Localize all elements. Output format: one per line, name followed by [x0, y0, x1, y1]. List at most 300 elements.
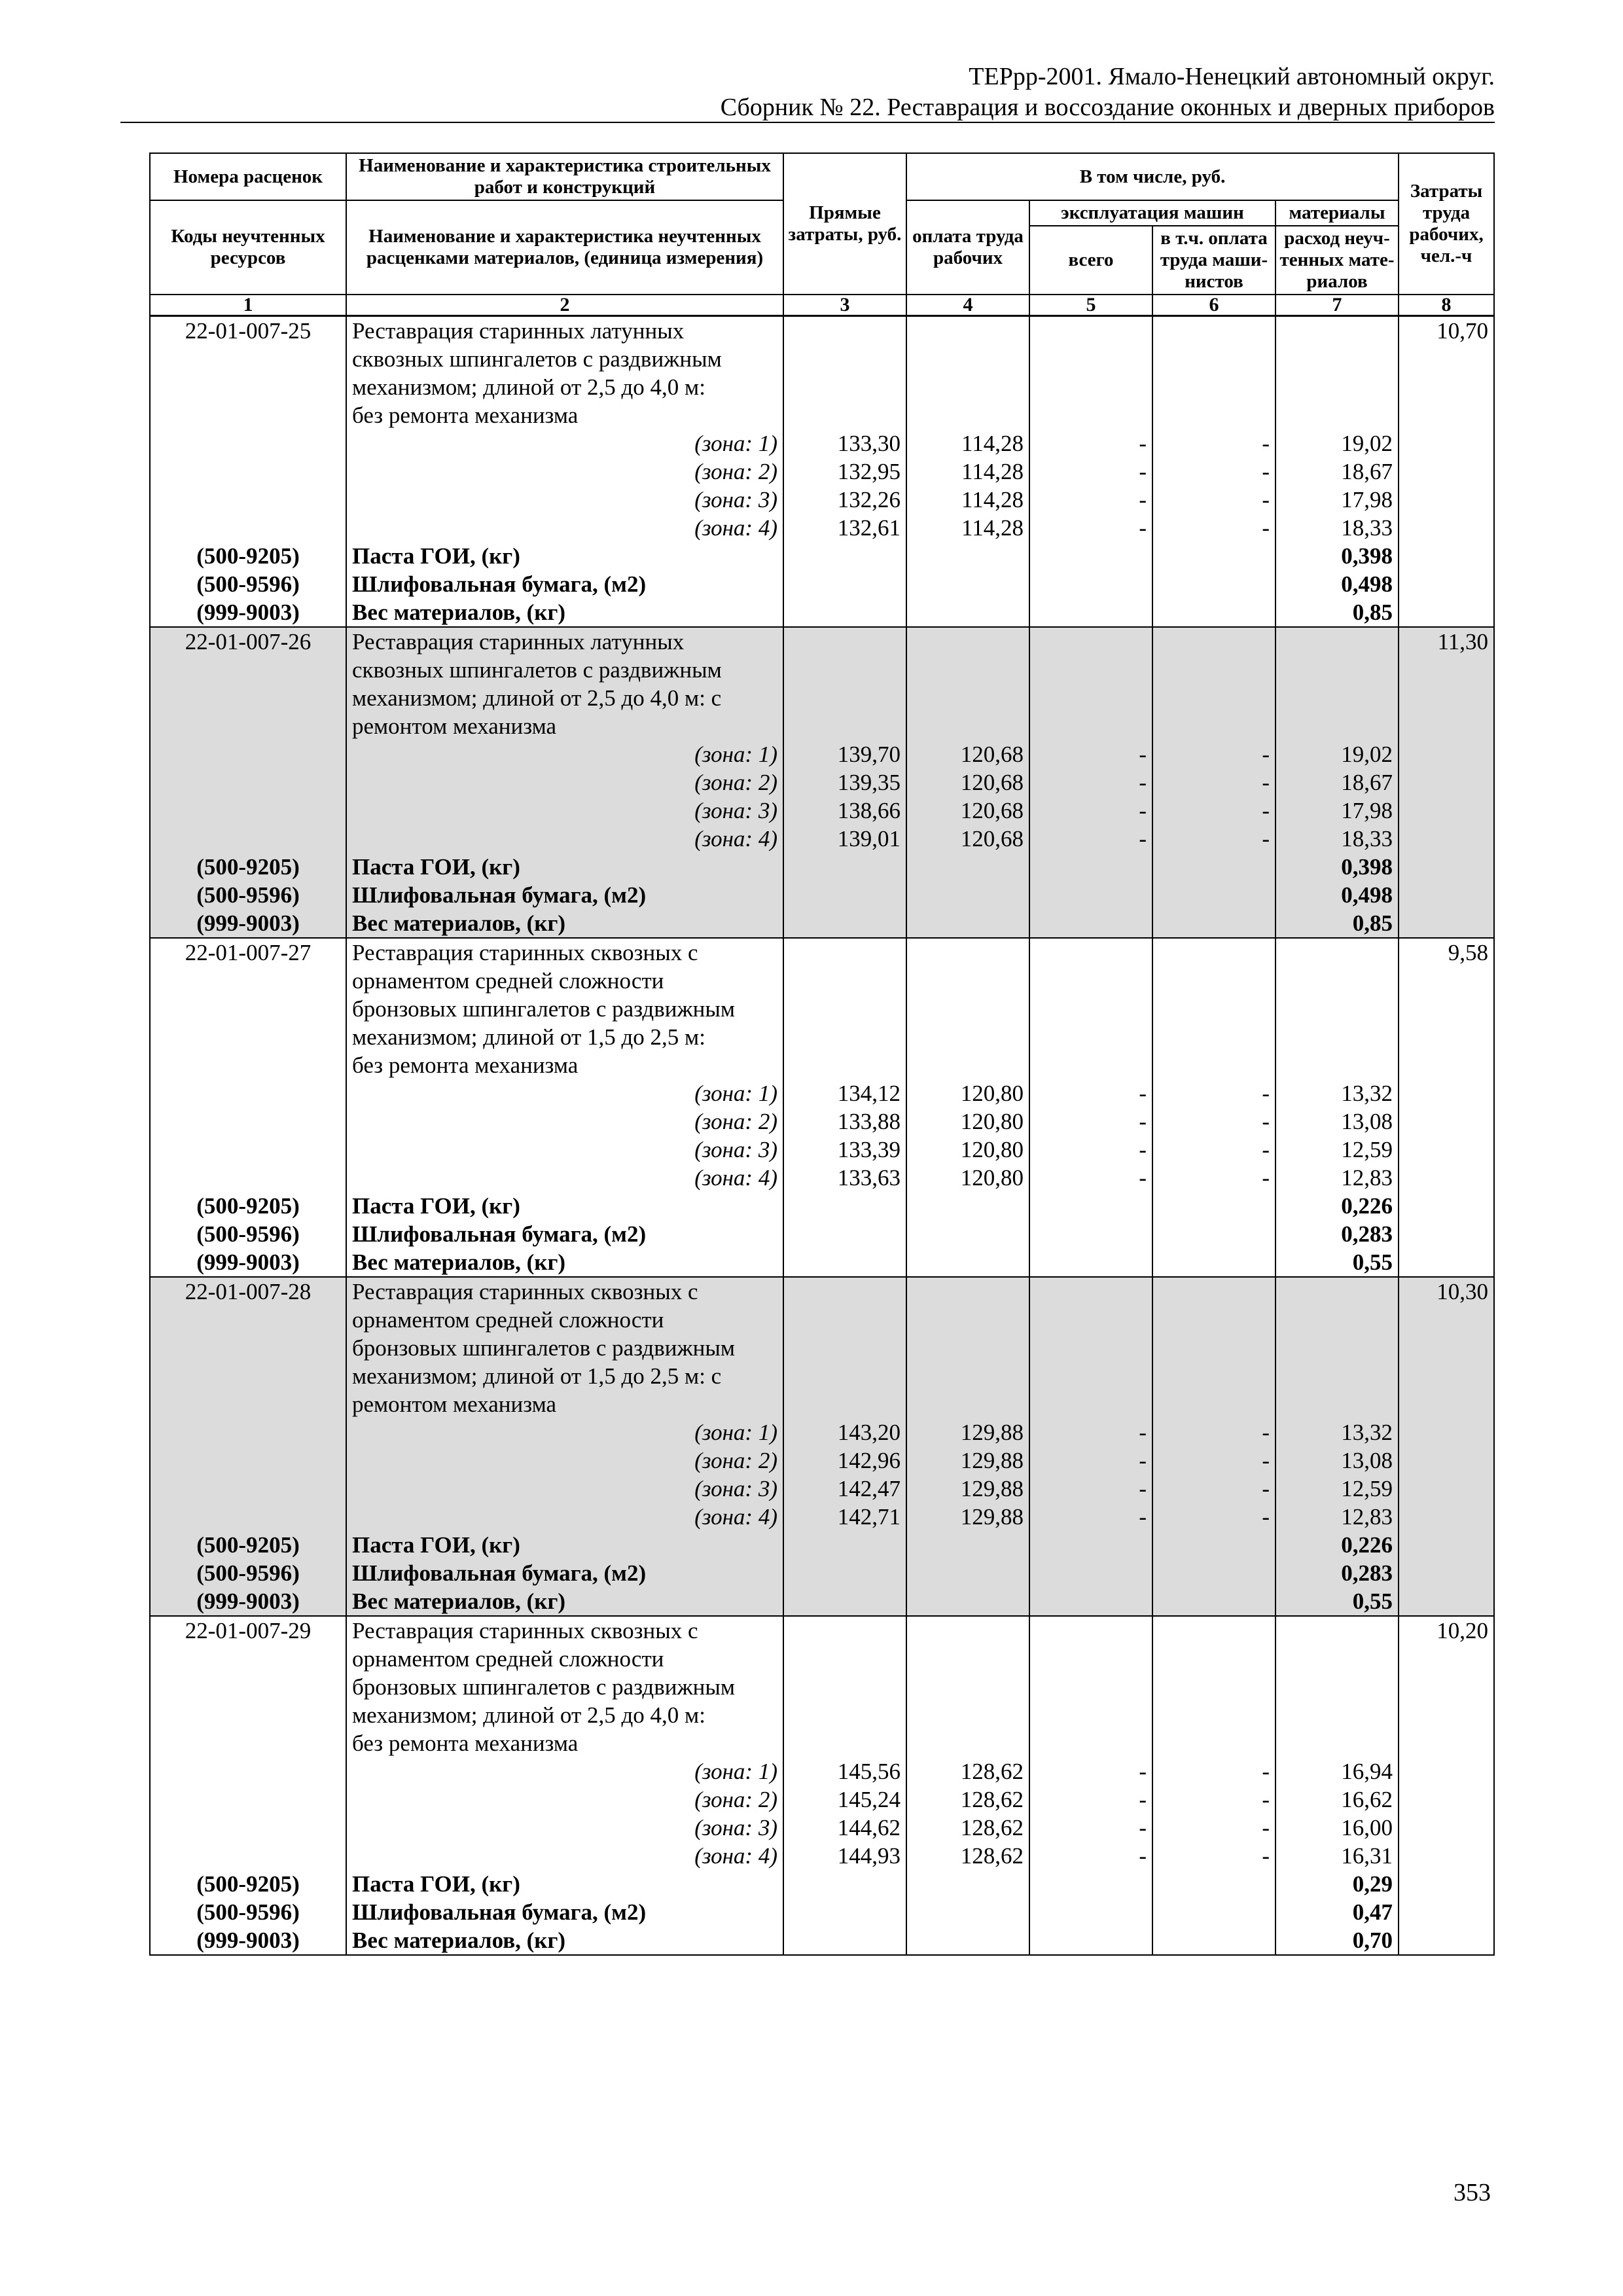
- materials-cost: 16,00: [1275, 1814, 1399, 1842]
- empty-cell: [783, 1248, 906, 1277]
- description-row: [150, 1645, 1494, 1673]
- empty-cell: [1275, 995, 1399, 1023]
- empty-cell: [1399, 684, 1494, 712]
- empty-cell: [1029, 1673, 1152, 1701]
- zone-row: [150, 825, 1494, 853]
- worker-wages: 120,80: [906, 1107, 1029, 1136]
- description-row: [150, 1701, 1494, 1729]
- header-unaccounted-materials: расход неуч-тенных мате-риалов: [1275, 226, 1399, 295]
- empty-cell: [150, 1023, 346, 1051]
- machines-total: -: [1029, 1107, 1152, 1136]
- worker-wages: 120,80: [906, 1136, 1029, 1164]
- empty-cell: [1029, 1248, 1152, 1277]
- empty-cell: [1399, 1729, 1494, 1757]
- description-row: [150, 684, 1494, 712]
- empty-cell: [906, 1023, 1029, 1051]
- worker-wages: 129,88: [906, 1475, 1029, 1503]
- resource-code: (500-9205): [150, 1531, 346, 1559]
- worker-wages: 120,68: [906, 768, 1029, 797]
- description-row: [150, 1051, 1494, 1079]
- work-description-line: ремонтом механизма: [346, 712, 783, 740]
- empty-cell: [150, 401, 346, 429]
- empty-cell: [1152, 1192, 1275, 1220]
- empty-cell: [1275, 684, 1399, 712]
- material-consumption: 0,283: [1275, 1559, 1399, 1587]
- rate-entry: [150, 316, 1494, 628]
- empty-cell: [1275, 627, 1399, 656]
- operator-wages: -: [1152, 1136, 1275, 1164]
- empty-cell: [906, 712, 1029, 740]
- materials-cost: 13,32: [1275, 1418, 1399, 1446]
- empty-cell: [150, 768, 346, 797]
- empty-cell: [783, 598, 906, 627]
- empty-cell: [1399, 570, 1494, 598]
- empty-cell: [150, 373, 346, 401]
- header-resource-codes: Коды неучтенных ресурсов: [150, 200, 346, 295]
- direct-costs: 143,20: [783, 1418, 906, 1446]
- material-consumption: 0,226: [1275, 1192, 1399, 1220]
- machines-total: -: [1029, 768, 1152, 797]
- empty-cell: [1399, 1390, 1494, 1418]
- empty-cell: [1029, 542, 1152, 570]
- material-row: [150, 1559, 1494, 1587]
- zone-row: [150, 740, 1494, 768]
- operator-wages: -: [1152, 514, 1275, 542]
- direct-costs: 144,93: [783, 1842, 906, 1870]
- material-consumption: 0,47: [1275, 1898, 1399, 1926]
- material-row: [150, 1220, 1494, 1248]
- empty-cell: [1029, 1645, 1152, 1673]
- material-row: [150, 542, 1494, 570]
- empty-cell: [783, 1023, 906, 1051]
- empty-cell: [906, 1531, 1029, 1559]
- worker-wages: 114,28: [906, 457, 1029, 486]
- description-row: [150, 1277, 1494, 1306]
- zone-row: [150, 1503, 1494, 1531]
- zone-row: [150, 768, 1494, 797]
- empty-cell: [1152, 656, 1275, 684]
- empty-cell: [1152, 1531, 1275, 1559]
- empty-cell: [1399, 1870, 1494, 1898]
- material-consumption: 0,498: [1275, 570, 1399, 598]
- empty-cell: [783, 570, 906, 598]
- material-row: [150, 1531, 1494, 1559]
- header-machine-operation: эксплуатация машин: [1029, 200, 1275, 226]
- work-description-line: Реставрация старинных сквозных с: [346, 938, 783, 967]
- empty-cell: [1029, 1334, 1152, 1362]
- resource-code: (999-9003): [150, 909, 346, 938]
- resource-code: (500-9596): [150, 1898, 346, 1926]
- empty-cell: [1152, 1306, 1275, 1334]
- empty-cell: [1275, 656, 1399, 684]
- operator-wages: -: [1152, 429, 1275, 457]
- empty-cell: [1029, 345, 1152, 373]
- rate-code: 22-01-007-25: [150, 316, 346, 346]
- empty-cell: [1399, 1446, 1494, 1475]
- empty-cell: [1029, 684, 1152, 712]
- labor-costs: 10,70: [1399, 316, 1494, 346]
- empty-cell: [150, 429, 346, 457]
- empty-cell: [1399, 1673, 1494, 1701]
- material-consumption: 0,85: [1275, 598, 1399, 627]
- material-consumption: 0,70: [1275, 1926, 1399, 1955]
- work-description-line: механизмом; длиной от 2,5 до 4,0 м:: [346, 373, 783, 401]
- empty-cell: [1152, 1870, 1275, 1898]
- empty-cell: [906, 995, 1029, 1023]
- machines-total: -: [1029, 1475, 1152, 1503]
- empty-cell: [1275, 345, 1399, 373]
- direct-costs: 139,01: [783, 825, 906, 853]
- header-worker-wages: оплата труда рабочих: [906, 200, 1029, 295]
- empty-cell: [1029, 373, 1152, 401]
- work-description-line: механизмом; длиной от 2,5 до 4,0 м: с: [346, 684, 783, 712]
- empty-cell: [783, 1616, 906, 1645]
- empty-cell: [1275, 1277, 1399, 1306]
- operator-wages: -: [1152, 486, 1275, 514]
- work-description-line: сквозных шпингалетов с раздвижным: [346, 345, 783, 373]
- empty-cell: [150, 486, 346, 514]
- zone-label: (зона: 3): [346, 486, 783, 514]
- empty-cell: [906, 570, 1029, 598]
- empty-cell: [1399, 1051, 1494, 1079]
- resource-code: (500-9596): [150, 1220, 346, 1248]
- work-description-line: Реставрация старинных латунных: [346, 627, 783, 656]
- empty-cell: [1029, 938, 1152, 967]
- empty-cell: [783, 656, 906, 684]
- operator-wages: -: [1152, 797, 1275, 825]
- header-rule: [120, 122, 1495, 123]
- material-consumption: 0,55: [1275, 1248, 1399, 1277]
- empty-cell: [1399, 401, 1494, 429]
- work-description-line: без ремонта механизма: [346, 1729, 783, 1757]
- material-consumption: 0,398: [1275, 542, 1399, 570]
- empty-cell: [1399, 909, 1494, 938]
- empty-cell: [783, 1277, 906, 1306]
- material-consumption: 0,498: [1275, 881, 1399, 909]
- empty-cell: [783, 1926, 906, 1955]
- zone-label: (зона: 3): [346, 1475, 783, 1503]
- empty-cell: [783, 712, 906, 740]
- material-row: [150, 570, 1494, 598]
- empty-cell: [906, 1220, 1029, 1248]
- material-name: Вес материалов, (кг): [346, 1587, 783, 1616]
- work-description-line: орнаментом средней сложности: [346, 1306, 783, 1334]
- empty-cell: [1399, 373, 1494, 401]
- empty-cell: [1029, 1729, 1152, 1757]
- empty-cell: [1152, 1362, 1275, 1390]
- material-consumption: 0,226: [1275, 1531, 1399, 1559]
- direct-costs: 133,88: [783, 1107, 906, 1136]
- empty-cell: [1152, 345, 1275, 373]
- description-row: [150, 967, 1494, 995]
- material-name: Шлифовальная бумага, (м2): [346, 1220, 783, 1248]
- empty-cell: [1029, 1531, 1152, 1559]
- materials-cost: 19,02: [1275, 740, 1399, 768]
- empty-cell: [1152, 1051, 1275, 1079]
- empty-cell: [783, 316, 906, 346]
- empty-cell: [783, 1587, 906, 1616]
- direct-costs: 139,70: [783, 740, 906, 768]
- zone-row: [150, 797, 1494, 825]
- machines-total: -: [1029, 1842, 1152, 1870]
- empty-cell: [150, 1446, 346, 1475]
- direct-costs: 142,47: [783, 1475, 906, 1503]
- material-name: Паста ГОИ, (кг): [346, 853, 783, 881]
- empty-cell: [1152, 373, 1275, 401]
- empty-cell: [906, 345, 1029, 373]
- material-consumption: 0,29: [1275, 1870, 1399, 1898]
- empty-cell: [906, 881, 1029, 909]
- zone-label: (зона: 1): [346, 740, 783, 768]
- operator-wages: -: [1152, 1418, 1275, 1446]
- direct-costs: 142,71: [783, 1503, 906, 1531]
- direct-costs: 132,95: [783, 457, 906, 486]
- empty-cell: [783, 938, 906, 967]
- empty-cell: [1399, 995, 1494, 1023]
- description-row: [150, 1673, 1494, 1701]
- column-number: 3: [783, 295, 906, 316]
- machines-total: -: [1029, 1785, 1152, 1814]
- zone-row: [150, 1785, 1494, 1814]
- empty-cell: [150, 1306, 346, 1334]
- zone-label: (зона: 2): [346, 1107, 783, 1136]
- empty-cell: [1152, 316, 1275, 346]
- empty-cell: [906, 373, 1029, 401]
- column-number: 6: [1152, 295, 1275, 316]
- empty-cell: [150, 1645, 346, 1673]
- work-description-line: орнаментом средней сложности: [346, 1645, 783, 1673]
- work-description-line: механизмом; длиной от 2,5 до 4,0 м:: [346, 1701, 783, 1729]
- machines-total: -: [1029, 740, 1152, 768]
- empty-cell: [1029, 1616, 1152, 1645]
- empty-cell: [1152, 542, 1275, 570]
- work-description-line: Реставрация старинных латунных: [346, 316, 783, 346]
- worker-wages: 129,88: [906, 1503, 1029, 1531]
- operator-wages: -: [1152, 1107, 1275, 1136]
- empty-cell: [1275, 1023, 1399, 1051]
- description-row: [150, 345, 1494, 373]
- empty-cell: [783, 1390, 906, 1418]
- empty-cell: [150, 1051, 346, 1079]
- empty-cell: [1399, 1334, 1494, 1362]
- zone-label: (зона: 3): [346, 1814, 783, 1842]
- materials-cost: 18,67: [1275, 457, 1399, 486]
- rate-entry: [150, 1277, 1494, 1616]
- empty-cell: [1029, 401, 1152, 429]
- empty-cell: [1152, 1616, 1275, 1645]
- empty-cell: [783, 967, 906, 995]
- empty-cell: [1275, 316, 1399, 346]
- material-name: Вес материалов, (кг): [346, 598, 783, 627]
- material-name: Шлифовальная бумага, (м2): [346, 570, 783, 598]
- worker-wages: 128,62: [906, 1785, 1029, 1814]
- empty-cell: [1399, 1757, 1494, 1785]
- empty-cell: [1152, 853, 1275, 881]
- material-name: Паста ГОИ, (кг): [346, 542, 783, 570]
- rate-entry: [150, 627, 1494, 938]
- empty-cell: [1275, 712, 1399, 740]
- empty-cell: [1152, 1729, 1275, 1757]
- operator-wages: -: [1152, 1842, 1275, 1870]
- empty-cell: [1275, 938, 1399, 967]
- empty-cell: [150, 656, 346, 684]
- zone-label: (зона: 2): [346, 1785, 783, 1814]
- empty-cell: [1399, 486, 1494, 514]
- zone-label: (зона: 1): [346, 1079, 783, 1107]
- zone-label: (зона: 4): [346, 1503, 783, 1531]
- zone-row: [150, 514, 1494, 542]
- empty-cell: [150, 1107, 346, 1136]
- rate-code: 22-01-007-29: [150, 1616, 346, 1645]
- material-row: [150, 598, 1494, 627]
- material-row: [150, 1898, 1494, 1926]
- material-row: [150, 881, 1494, 909]
- empty-cell: [150, 1475, 346, 1503]
- empty-cell: [783, 853, 906, 881]
- empty-cell: [783, 1898, 906, 1926]
- materials-cost: 12,59: [1275, 1136, 1399, 1164]
- work-description-line: Реставрация старинных сквозных с: [346, 1616, 783, 1645]
- empty-cell: [783, 1729, 906, 1757]
- resource-code: (500-9205): [150, 1192, 346, 1220]
- machines-total: -: [1029, 797, 1152, 825]
- labor-costs: 10,20: [1399, 1616, 1494, 1645]
- operator-wages: -: [1152, 768, 1275, 797]
- empty-cell: [150, 967, 346, 995]
- empty-cell: [1152, 1898, 1275, 1926]
- empty-cell: [783, 1051, 906, 1079]
- empty-cell: [1399, 740, 1494, 768]
- empty-cell: [906, 1926, 1029, 1955]
- empty-cell: [783, 401, 906, 429]
- machines-total: -: [1029, 429, 1152, 457]
- worker-wages: 114,28: [906, 429, 1029, 457]
- empty-cell: [783, 1220, 906, 1248]
- empty-cell: [1399, 1645, 1494, 1673]
- empty-cell: [1152, 1701, 1275, 1729]
- zone-label: (зона: 4): [346, 1842, 783, 1870]
- description-row: [150, 1616, 1494, 1645]
- material-name: Вес материалов, (кг): [346, 1248, 783, 1277]
- empty-cell: [150, 514, 346, 542]
- description-row: [150, 627, 1494, 656]
- labor-costs: 10,30: [1399, 1277, 1494, 1306]
- labor-costs: 11,30: [1399, 627, 1494, 656]
- empty-cell: [1399, 1248, 1494, 1277]
- zone-label: (зона: 1): [346, 1418, 783, 1446]
- empty-cell: [906, 1051, 1029, 1079]
- materials-cost: 12,83: [1275, 1503, 1399, 1531]
- empty-cell: [1152, 684, 1275, 712]
- header-materials: материалы: [1275, 200, 1399, 226]
- empty-cell: [1275, 967, 1399, 995]
- rates-table: [149, 152, 1495, 1956]
- empty-cell: [1152, 627, 1275, 656]
- empty-cell: [1399, 514, 1494, 542]
- empty-cell: [906, 627, 1029, 656]
- zone-label: (зона: 4): [346, 1164, 783, 1192]
- empty-cell: [1399, 1362, 1494, 1390]
- empty-cell: [1029, 995, 1152, 1023]
- header-labor-costs: Затраты труда рабочих, чел.-ч: [1399, 153, 1494, 295]
- rate-entry: [150, 938, 1494, 1277]
- header-direct-costs: Прямые затраты, руб.: [783, 153, 906, 295]
- worker-wages: 128,62: [906, 1757, 1029, 1785]
- page-number: 353: [1454, 2179, 1491, 2206]
- empty-cell: [906, 1729, 1029, 1757]
- header-material-name: Наименование и характеристика неучтенных расценками материалов, (единица измерения): [346, 200, 783, 295]
- empty-cell: [1029, 1701, 1152, 1729]
- empty-cell: [1399, 1926, 1494, 1955]
- materials-cost: 16,62: [1275, 1785, 1399, 1814]
- empty-cell: [150, 1079, 346, 1107]
- empty-cell: [783, 373, 906, 401]
- zone-label: (зона: 2): [346, 457, 783, 486]
- empty-cell: [906, 1673, 1029, 1701]
- empty-cell: [1029, 881, 1152, 909]
- materials-cost: 12,59: [1275, 1475, 1399, 1503]
- empty-cell: [1152, 967, 1275, 995]
- empty-cell: [783, 627, 906, 656]
- description-row: [150, 938, 1494, 967]
- empty-cell: [1399, 598, 1494, 627]
- empty-cell: [1029, 909, 1152, 938]
- description-row: [150, 1729, 1494, 1757]
- worker-wages: 120,80: [906, 1164, 1029, 1192]
- empty-cell: [1152, 712, 1275, 740]
- empty-cell: [1152, 570, 1275, 598]
- work-description-line: ремонтом механизма: [346, 1390, 783, 1418]
- zone-label: (зона: 4): [346, 825, 783, 853]
- empty-cell: [906, 1390, 1029, 1418]
- table-header: [150, 153, 1494, 316]
- empty-cell: [150, 1503, 346, 1531]
- description-row: [150, 1362, 1494, 1390]
- material-name: Вес материалов, (кг): [346, 909, 783, 938]
- empty-cell: [1399, 1220, 1494, 1248]
- material-name: Паста ГОИ, (кг): [346, 1192, 783, 1220]
- empty-cell: [1399, 853, 1494, 881]
- empty-cell: [906, 938, 1029, 967]
- rate-entry: [150, 1616, 1494, 1955]
- empty-cell: [1275, 1645, 1399, 1673]
- operator-wages: -: [1152, 1164, 1275, 1192]
- empty-cell: [906, 1559, 1029, 1587]
- material-row: [150, 1192, 1494, 1220]
- description-row: [150, 712, 1494, 740]
- zone-row: [150, 1418, 1494, 1446]
- work-description-line: орнаментом средней сложности: [346, 967, 783, 995]
- materials-cost: 13,08: [1275, 1446, 1399, 1475]
- operator-wages: -: [1152, 825, 1275, 853]
- column-number: 2: [346, 295, 783, 316]
- empty-cell: [150, 1362, 346, 1390]
- empty-cell: [1029, 1898, 1152, 1926]
- machines-total: -: [1029, 825, 1152, 853]
- empty-cell: [783, 1645, 906, 1673]
- operator-wages: -: [1152, 1503, 1275, 1531]
- empty-cell: [150, 1842, 346, 1870]
- empty-cell: [150, 1757, 346, 1785]
- empty-cell: [1275, 1616, 1399, 1645]
- work-description-line: механизмом; длиной от 1,5 до 2,5 м: с: [346, 1362, 783, 1390]
- empty-cell: [1152, 938, 1275, 967]
- empty-cell: [1399, 825, 1494, 853]
- empty-cell: [1152, 909, 1275, 938]
- zone-label: (зона: 4): [346, 514, 783, 542]
- zone-label: (зона: 3): [346, 797, 783, 825]
- materials-cost: 13,08: [1275, 1107, 1399, 1136]
